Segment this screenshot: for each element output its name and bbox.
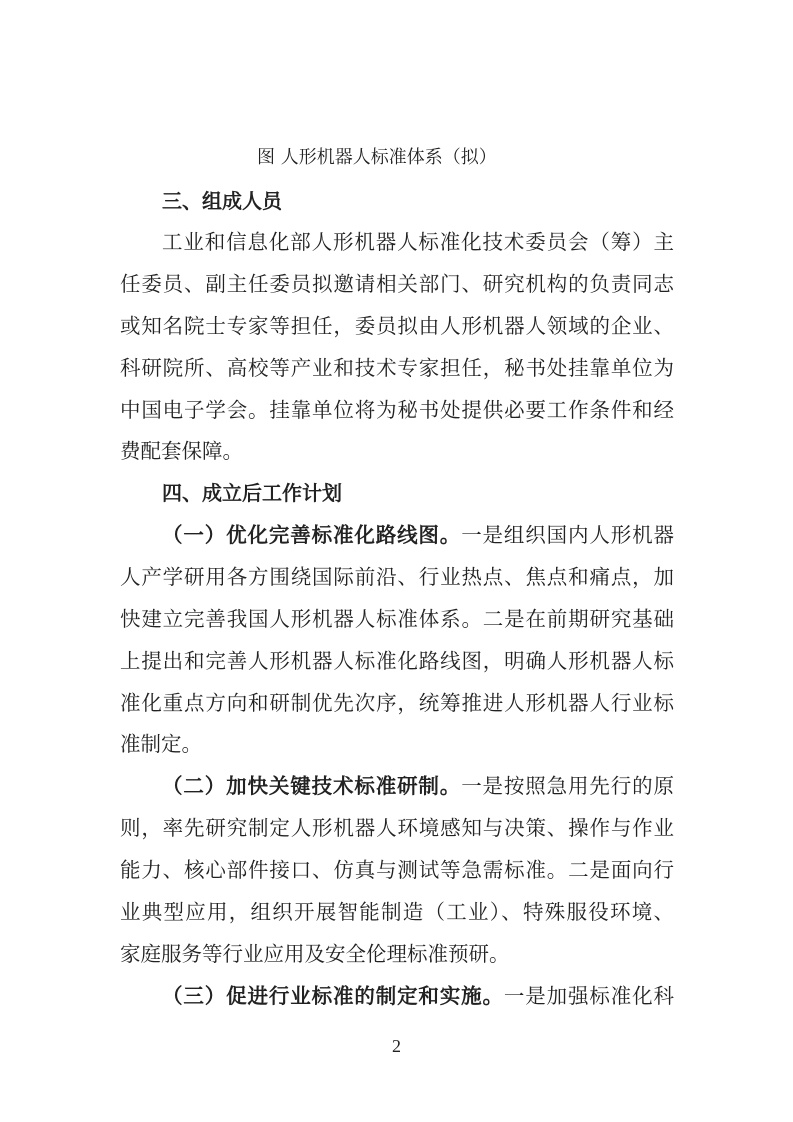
paragraph-line: 上提出和完善人形机器人标准化路线图，明确人形机器人标 <box>120 649 674 673</box>
paragraph-line: 业典型应用，组织开展智能制造（工业）、特殊服役环境、 <box>120 900 674 924</box>
paragraph-line: 人产学研用各方围绕国际前沿、行业热点、焦点和痛点，加 <box>120 565 674 589</box>
figure-caption: 图 人形机器人标准体系（拟） <box>257 147 497 168</box>
item-text: 一是组织国内人形机器 <box>461 523 675 547</box>
paragraph-line: 工业和信息化部人形机器人标准化技术委员会（筹）主 <box>162 230 674 254</box>
paragraph-line: 费配套保障。 <box>120 439 243 463</box>
paragraph-line: 快建立完善我国人形机器人标准体系。二是在前期研究基础 <box>120 607 674 631</box>
item-title: （三）促进行业标准的制定和实施。 <box>162 984 504 1008</box>
paragraph-line: 能力、核心部件接口、仿真与测试等急需标准。二是面向行 <box>120 858 674 882</box>
paragraph-line: 准制定。 <box>120 732 202 756</box>
paragraph-line: 科研院所、高校等产业和技术专家担任，秘书处挂靠单位为 <box>120 356 674 380</box>
item-first-line <box>162 982 674 1010</box>
item-text: 一是加强标准化科 <box>503 984 675 1008</box>
paragraph-line: 家庭服务等行业应用及安全伦理标准预研。 <box>120 942 510 966</box>
paragraph-line: 任委员、副主任委员拟邀请相关部门、研究机构的负责同志 <box>120 272 674 296</box>
paragraph-line: 准化重点方向和研制优先次序，统筹推进人形机器人行业标 <box>120 691 674 715</box>
section-heading-3: 三、组成人员 <box>162 189 282 213</box>
paragraph-line: 或知名院士专家等担任，委员拟由人形机器人领域的企业、 <box>120 314 674 338</box>
item-first-line <box>162 772 674 800</box>
item-title: （一）优化完善标准化路线图。 <box>162 523 462 547</box>
item-title: （二）加快关键技术标准研制。 <box>162 774 462 798</box>
page-number: 2 <box>392 1036 401 1056</box>
paragraph-line: 则，率先研究制定人形机器人环境感知与决策、操作与作业 <box>120 816 674 840</box>
item-text: 一是按照急用先行的原 <box>461 774 675 798</box>
section-heading-4: 四、成立后工作计划 <box>162 481 342 505</box>
item-first-line <box>162 521 674 549</box>
paragraph-line: 中国电子学会。挂靠单位将为秘书处提供必要工作条件和经 <box>120 398 674 422</box>
